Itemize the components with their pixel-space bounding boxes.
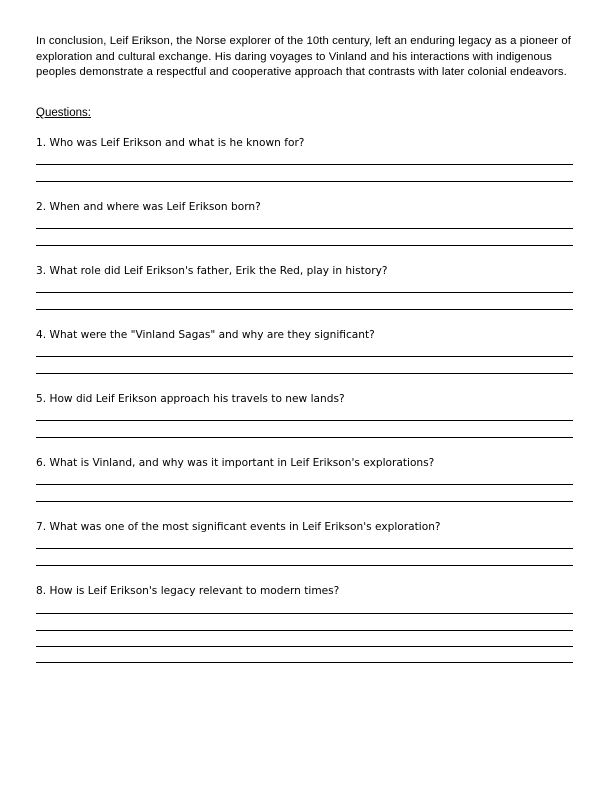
answer-line[interactable]: [36, 630, 573, 631]
question-3-text: 3. What role did Leif Erikson's father, Erik the Red, play in history?: [36, 265, 388, 277]
question-4: [36, 328, 573, 342]
answer-line[interactable]: [36, 181, 573, 182]
answer-line[interactable]: [36, 228, 573, 229]
answer-line[interactable]: [36, 548, 573, 549]
questions-heading: Questions:: [36, 107, 91, 119]
answer-line[interactable]: [36, 662, 573, 663]
question-3: [36, 264, 573, 278]
question-7: [36, 520, 573, 534]
answer-line[interactable]: [36, 420, 573, 421]
answer-line[interactable]: [36, 501, 573, 502]
answer-line[interactable]: [36, 309, 573, 310]
answer-line[interactable]: [36, 164, 573, 165]
question-2: [36, 200, 573, 214]
question-8: [36, 584, 573, 598]
question-5-text: 5. How did Leif Erikson approach his travels to new lands?: [36, 393, 345, 405]
question-1: [36, 136, 573, 150]
question-5: [36, 392, 573, 406]
worksheet-page: [36, 34, 576, 597]
intro-paragraph: In conclusion, Leif Erikson, the Norse explorer of the 10th century, left an enduring legacy as a pioneer of exploration and cultural exchange. His daring voyages to Vinland and his interactions with indigenous peoples demonstrate a respectful and cooperative approach that contrasts with later colonial endeavors.: [36, 35, 571, 79]
question-8-text: 8. How is Leif Erikson's legacy relevant to modern times?: [36, 585, 340, 597]
question-1-text: 1. Who was Leif Erikson and what is he known for?: [36, 137, 305, 149]
question-2-text: 2. When and where was Leif Erikson born?: [36, 201, 261, 213]
answer-line[interactable]: [36, 484, 573, 485]
answer-line[interactable]: [36, 613, 573, 614]
question-6: [36, 456, 573, 470]
answer-line[interactable]: [36, 437, 573, 438]
answer-line[interactable]: [36, 646, 573, 647]
answer-line[interactable]: [36, 245, 573, 246]
question-7-text: 7. What was one of the most significant events in Leif Erikson's exploration?: [36, 521, 441, 533]
answer-line[interactable]: [36, 356, 573, 357]
question-4-text: 4. What were the "Vinland Sagas" and why are they significant?: [36, 329, 375, 341]
answer-line[interactable]: [36, 373, 573, 374]
question-6-text: 6. What is Vinland, and why was it important in Leif Erikson's explorations?: [36, 457, 435, 469]
answer-line[interactable]: [36, 565, 573, 566]
answer-line[interactable]: [36, 292, 573, 293]
